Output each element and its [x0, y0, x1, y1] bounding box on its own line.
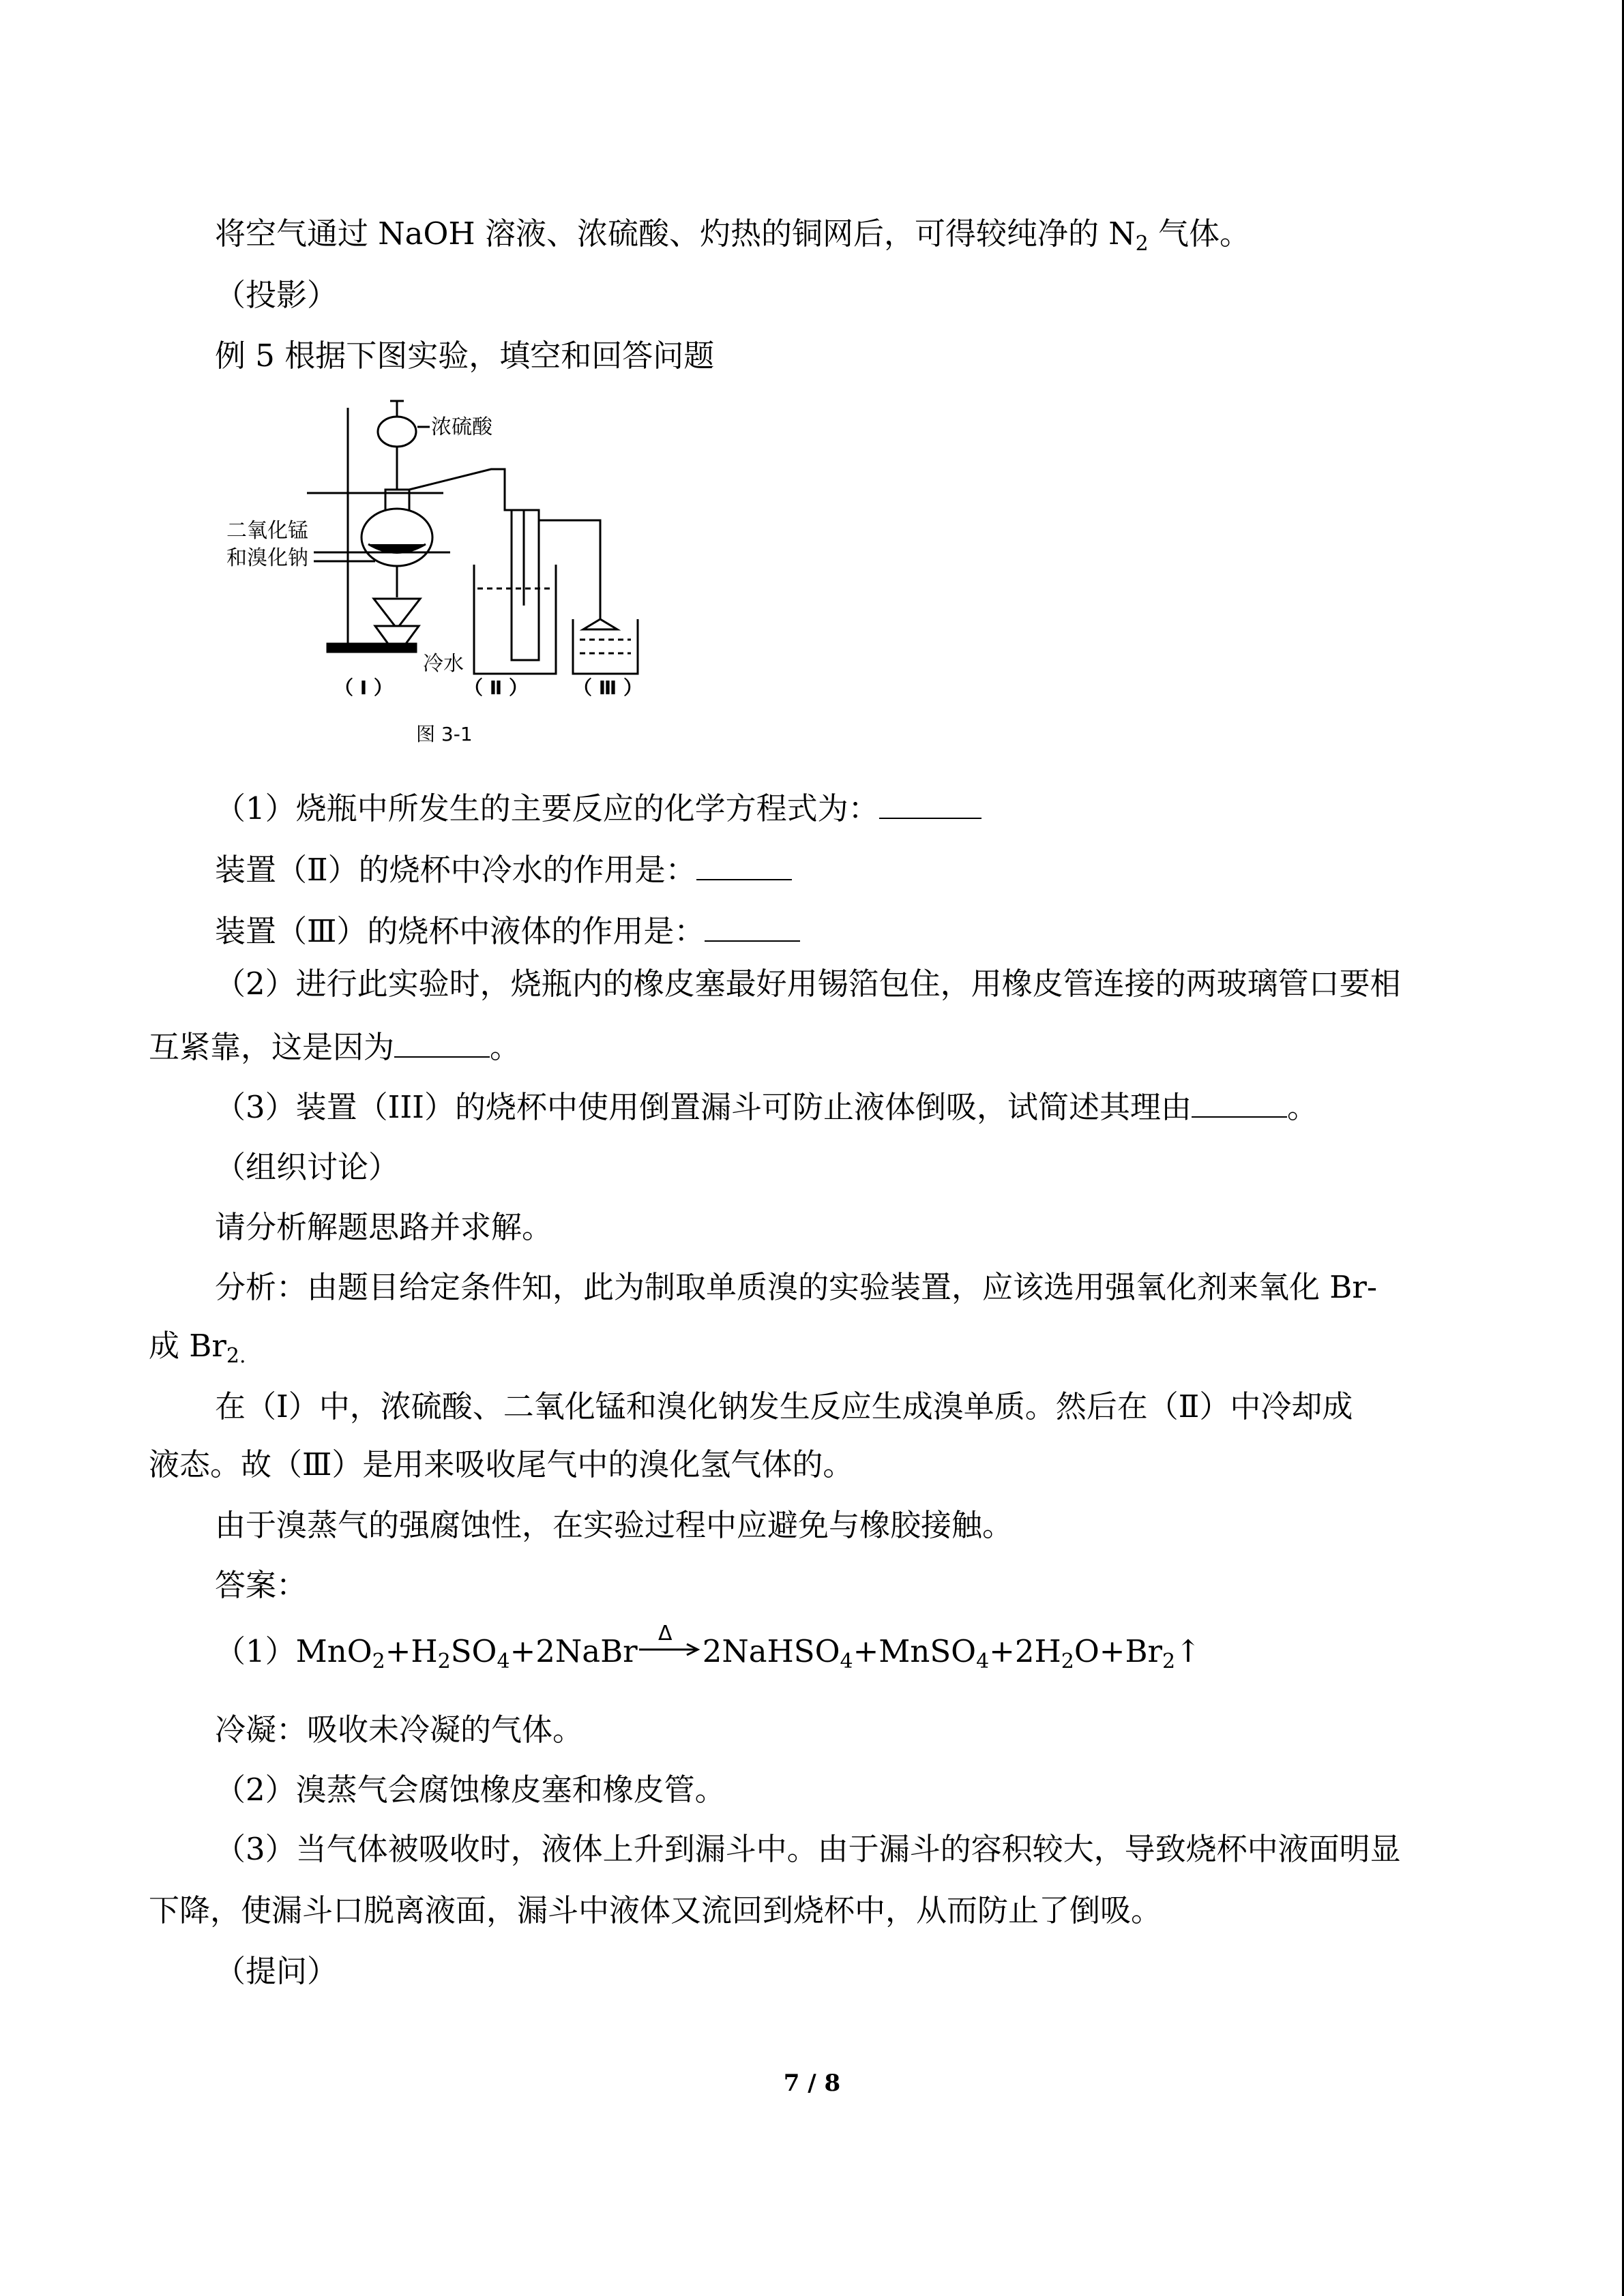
page-number: 7 / 8 — [783, 2070, 841, 2097]
text-line: （投影） — [215, 277, 338, 313]
beaker-II — [474, 565, 556, 674]
text-line: 请分析解题思路并求解。 — [215, 1209, 553, 1245]
label-reagent-1: 二氧化锰 — [226, 519, 308, 543]
text-span: SO — [450, 1633, 497, 1669]
text-span: 。 — [490, 1029, 521, 1065]
subscript: 4 — [497, 1650, 510, 1673]
flask — [361, 509, 432, 566]
answer-line: 下降，使漏斗口脱离液面，漏斗中液体又流回到烧杯中，从而防止了倒吸。 — [149, 1892, 1162, 1928]
question-2: （2）进行此实验时，烧瓶内的橡皮塞最好用锡箔包住，用橡皮管连接的两玻璃管口要相 — [215, 966, 1401, 1002]
stand-base — [327, 644, 416, 652]
analysis-line — [149, 1326, 246, 1367]
example-heading: 例 5 根据下图实验，填空和回答问题 — [215, 338, 715, 374]
text-line: （提问） — [215, 1953, 338, 1989]
text-span: 互紧靠，这是因为 — [149, 1029, 395, 1065]
answer-blank — [394, 1026, 490, 1058]
equation — [215, 1625, 1201, 1673]
text-span: 。 — [1286, 1089, 1318, 1125]
question-1 — [215, 788, 981, 829]
text-span: 成 Br — [149, 1328, 226, 1364]
question-1b — [215, 849, 792, 891]
label-III: （ Ⅲ ） — [573, 676, 643, 699]
analysis-line: 分析：由题目给定条件知，此为制取单质溴的实验装置，应该选用强氧化剂来氧化 Br- — [215, 1269, 1378, 1305]
answer-line: （3）当气体被吸收时，液体上升到漏斗中。由于漏斗的容积较大，导致烧杯中液面明显 — [215, 1831, 1401, 1867]
heat-condition: Δ — [658, 1625, 673, 1645]
gas-arrow: ↑ — [1175, 1633, 1201, 1669]
outlet-tube — [539, 520, 600, 619]
subscript: 2 — [372, 1650, 385, 1673]
text-span: 气体。 — [1148, 215, 1251, 252]
answer-blank — [705, 910, 800, 942]
question-3 — [215, 1086, 1318, 1128]
text-span: （3）装置（III）的烧杯中使用倒置漏斗可防止液体倒吸，试简述其理由 — [215, 1089, 1192, 1125]
subscript: 2 — [1162, 1650, 1176, 1673]
label-water: 冷水 — [423, 652, 464, 676]
text-span: +H — [385, 1633, 438, 1669]
dropping-funnel — [378, 417, 416, 447]
paragraph-line: 由于溴蒸气的强腐蚀性，在实验过程中应避免与橡胶接触。 — [215, 1507, 1014, 1543]
answer-blank — [696, 849, 792, 880]
text-span: +2NaBr — [510, 1633, 638, 1669]
burner-flame — [374, 599, 420, 626]
text-span: +MnSO — [853, 1633, 977, 1669]
paragraph-line: 在（Ⅰ）中，浓硫酸、二氧化锰和溴化钠发生反应生成溴单质。然后在（Ⅱ）中冷却成 — [215, 1388, 1353, 1425]
paragraph-line: 液态。故（Ⅲ）是用来吸收尾气中的溴化氢气体的。 — [149, 1446, 854, 1482]
text-span: 装置（Ⅲ）的烧杯中液体的作用是： — [215, 913, 705, 949]
subscript: 2 — [1061, 1650, 1074, 1673]
question-2-cont — [149, 1026, 520, 1068]
answer-heading: 答案： — [215, 1567, 308, 1603]
text-span: +2H — [989, 1633, 1061, 1669]
beaker-III — [573, 619, 638, 674]
text-span: （1）MnO — [215, 1633, 372, 1669]
apparatus-diagram — [218, 394, 655, 756]
subscript: 4 — [976, 1650, 990, 1673]
subscript: 2. — [226, 1344, 246, 1368]
text-span: （1）烧瓶中所发生的主要反应的化学方程式为： — [215, 790, 879, 826]
text-span: 装置（Ⅱ）的烧杯中冷水的作用是： — [215, 852, 696, 888]
text-span: O+Br — [1074, 1633, 1163, 1669]
subscript: 2 — [437, 1650, 451, 1673]
label-I: （ Ⅰ ） — [334, 676, 393, 699]
subscript: 2 — [1135, 232, 1149, 256]
label-reagent-2: 和溴化钠 — [226, 546, 308, 570]
answer-line: （2）溴蒸气会腐蚀橡皮塞和橡皮管。 — [215, 1772, 726, 1808]
text-span: 将空气通过 NaOH 溶液、浓硫酸、灼热的铜网后，可得较纯净的 N — [215, 215, 1136, 252]
inverted-funnel — [583, 619, 617, 629]
label-II: （ Ⅱ ） — [464, 676, 528, 699]
text-line — [215, 213, 1250, 254]
text-line: （组织讨论） — [215, 1149, 400, 1185]
label-acid: 浓硫酸 — [431, 415, 492, 439]
text-span: 2NaHSO — [702, 1633, 840, 1669]
test-tube — [512, 510, 539, 660]
answer-blank — [879, 788, 981, 819]
subscript: 4 — [840, 1650, 853, 1673]
question-1c — [215, 910, 800, 952]
delivery-tube — [409, 469, 529, 510]
figure-caption: 图 3-1 — [416, 723, 473, 745]
answer-blank — [1192, 1086, 1287, 1118]
answer-line: 冷凝：吸收未冷凝的气体。 — [215, 1712, 584, 1748]
reaction-arrow — [638, 1625, 703, 1662]
apparatus-figure — [218, 394, 655, 756]
